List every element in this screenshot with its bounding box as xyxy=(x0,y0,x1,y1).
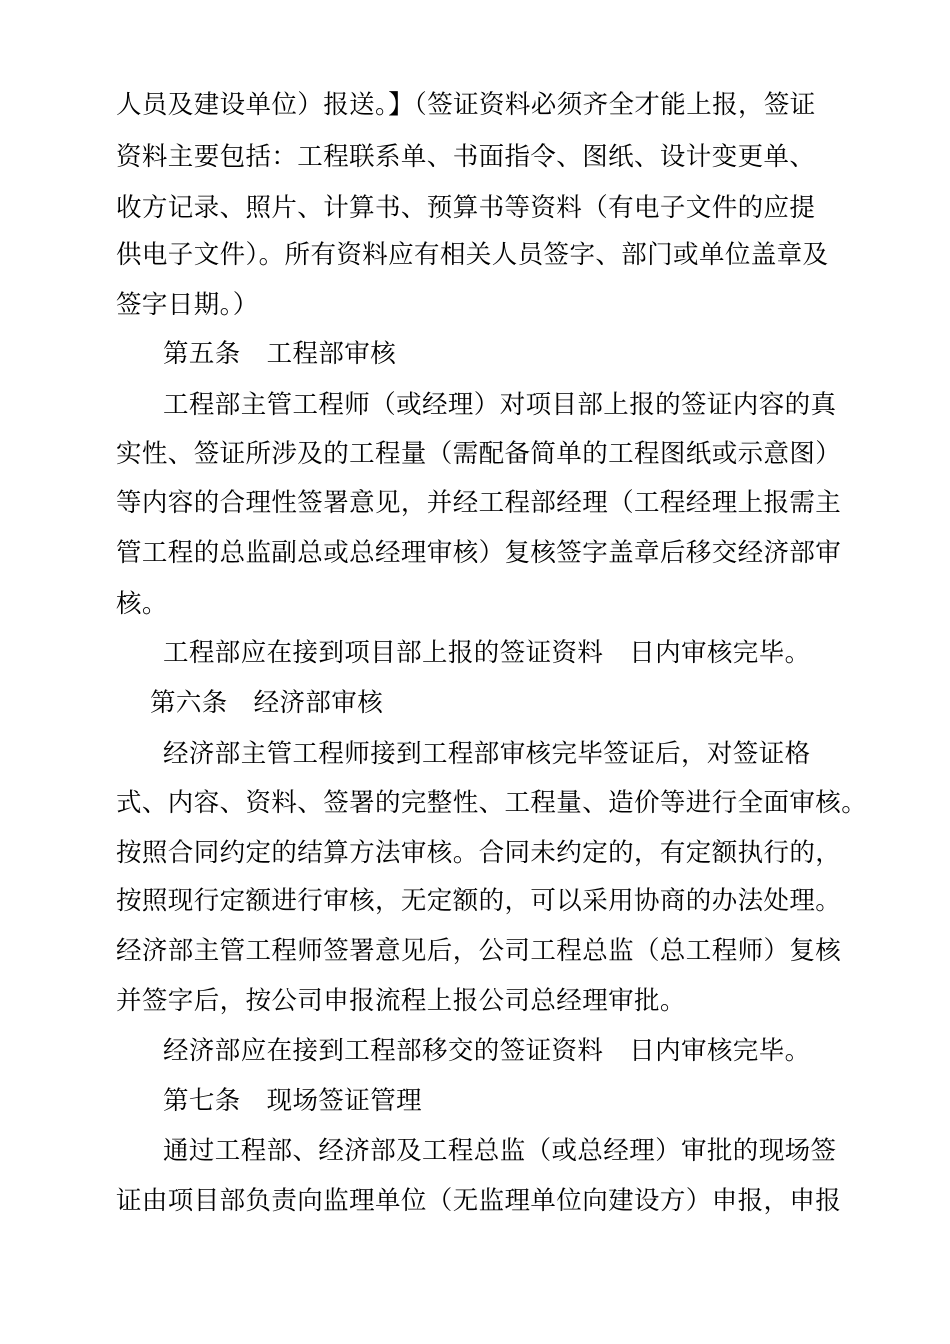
section-heading-5: 第五条 工程部审核 xyxy=(163,339,397,369)
paragraph-line: 并签字后，按公司申报流程上报公司总经理审批。 xyxy=(116,986,686,1016)
paragraph-line: 按照现行定额进行审核，无定额的，可以采用协商的办法处理。 xyxy=(116,886,842,916)
paragraph-line: 经济部主管工程师签署意见后，公司工程总监（总工程师）复核 xyxy=(116,936,842,966)
paragraph-line: 人员及建设单位）报送。】（签证资料必须齐全才能上报，签证 xyxy=(116,90,816,120)
paragraph-line: 实性、签证所涉及的工程量（需配备简单的工程图纸或示意图） xyxy=(116,439,842,469)
paragraph-line: 资料主要包括：工程联系单、书面指令、图纸、设计变更单、 xyxy=(116,142,816,172)
section-heading-6: 第六条 经济部审核 xyxy=(150,688,384,718)
paragraph-line: 经济部主管工程师接到工程部审核完毕签证后，对签证格 xyxy=(163,739,811,769)
paragraph-line: 管工程的总监副总或总经理审核）复核签字盖章后移交经济部审 xyxy=(116,538,842,568)
paragraph-line: 供电子文件）。所有资料应有相关人员签字、部门或单位盖章及 xyxy=(116,240,829,270)
paragraph-line: 核。 xyxy=(116,589,168,619)
paragraph-line: 工程部应在接到项目部上报的签证资料 日内审核完毕。 xyxy=(163,638,811,668)
paragraph-line: 收方记录、照片、计算书、预算书等资料（有电子文件的应提 xyxy=(116,193,816,223)
paragraph-line: 按照合同约定的结算方法审核。合同未约定的，有定额执行的， xyxy=(116,838,842,868)
section-heading-7: 第七条 现场签证管理 xyxy=(163,1086,423,1116)
paragraph-line: 等内容的合理性签署意见，并经工程部经理（工程经理上报需主 xyxy=(116,488,842,518)
paragraph-line: 工程部主管工程师（或经理）对项目部上报的签证内容的真 xyxy=(163,390,837,420)
paragraph-line: 式、内容、资料、签署的完整性、工程量、造价等进行全面审核。 xyxy=(116,788,868,818)
paragraph-line: 经济部应在接到工程部移交的签证资料 日内审核完毕。 xyxy=(163,1036,811,1066)
paragraph-line: 证由项目部负责向监理单位（无监理单位向建设方）申报，申报 xyxy=(116,1186,842,1216)
paragraph-line: 签字日期。） xyxy=(116,290,259,320)
paragraph-line: 通过工程部、经济部及工程总监（或总经理）审批的现场签 xyxy=(163,1136,837,1166)
